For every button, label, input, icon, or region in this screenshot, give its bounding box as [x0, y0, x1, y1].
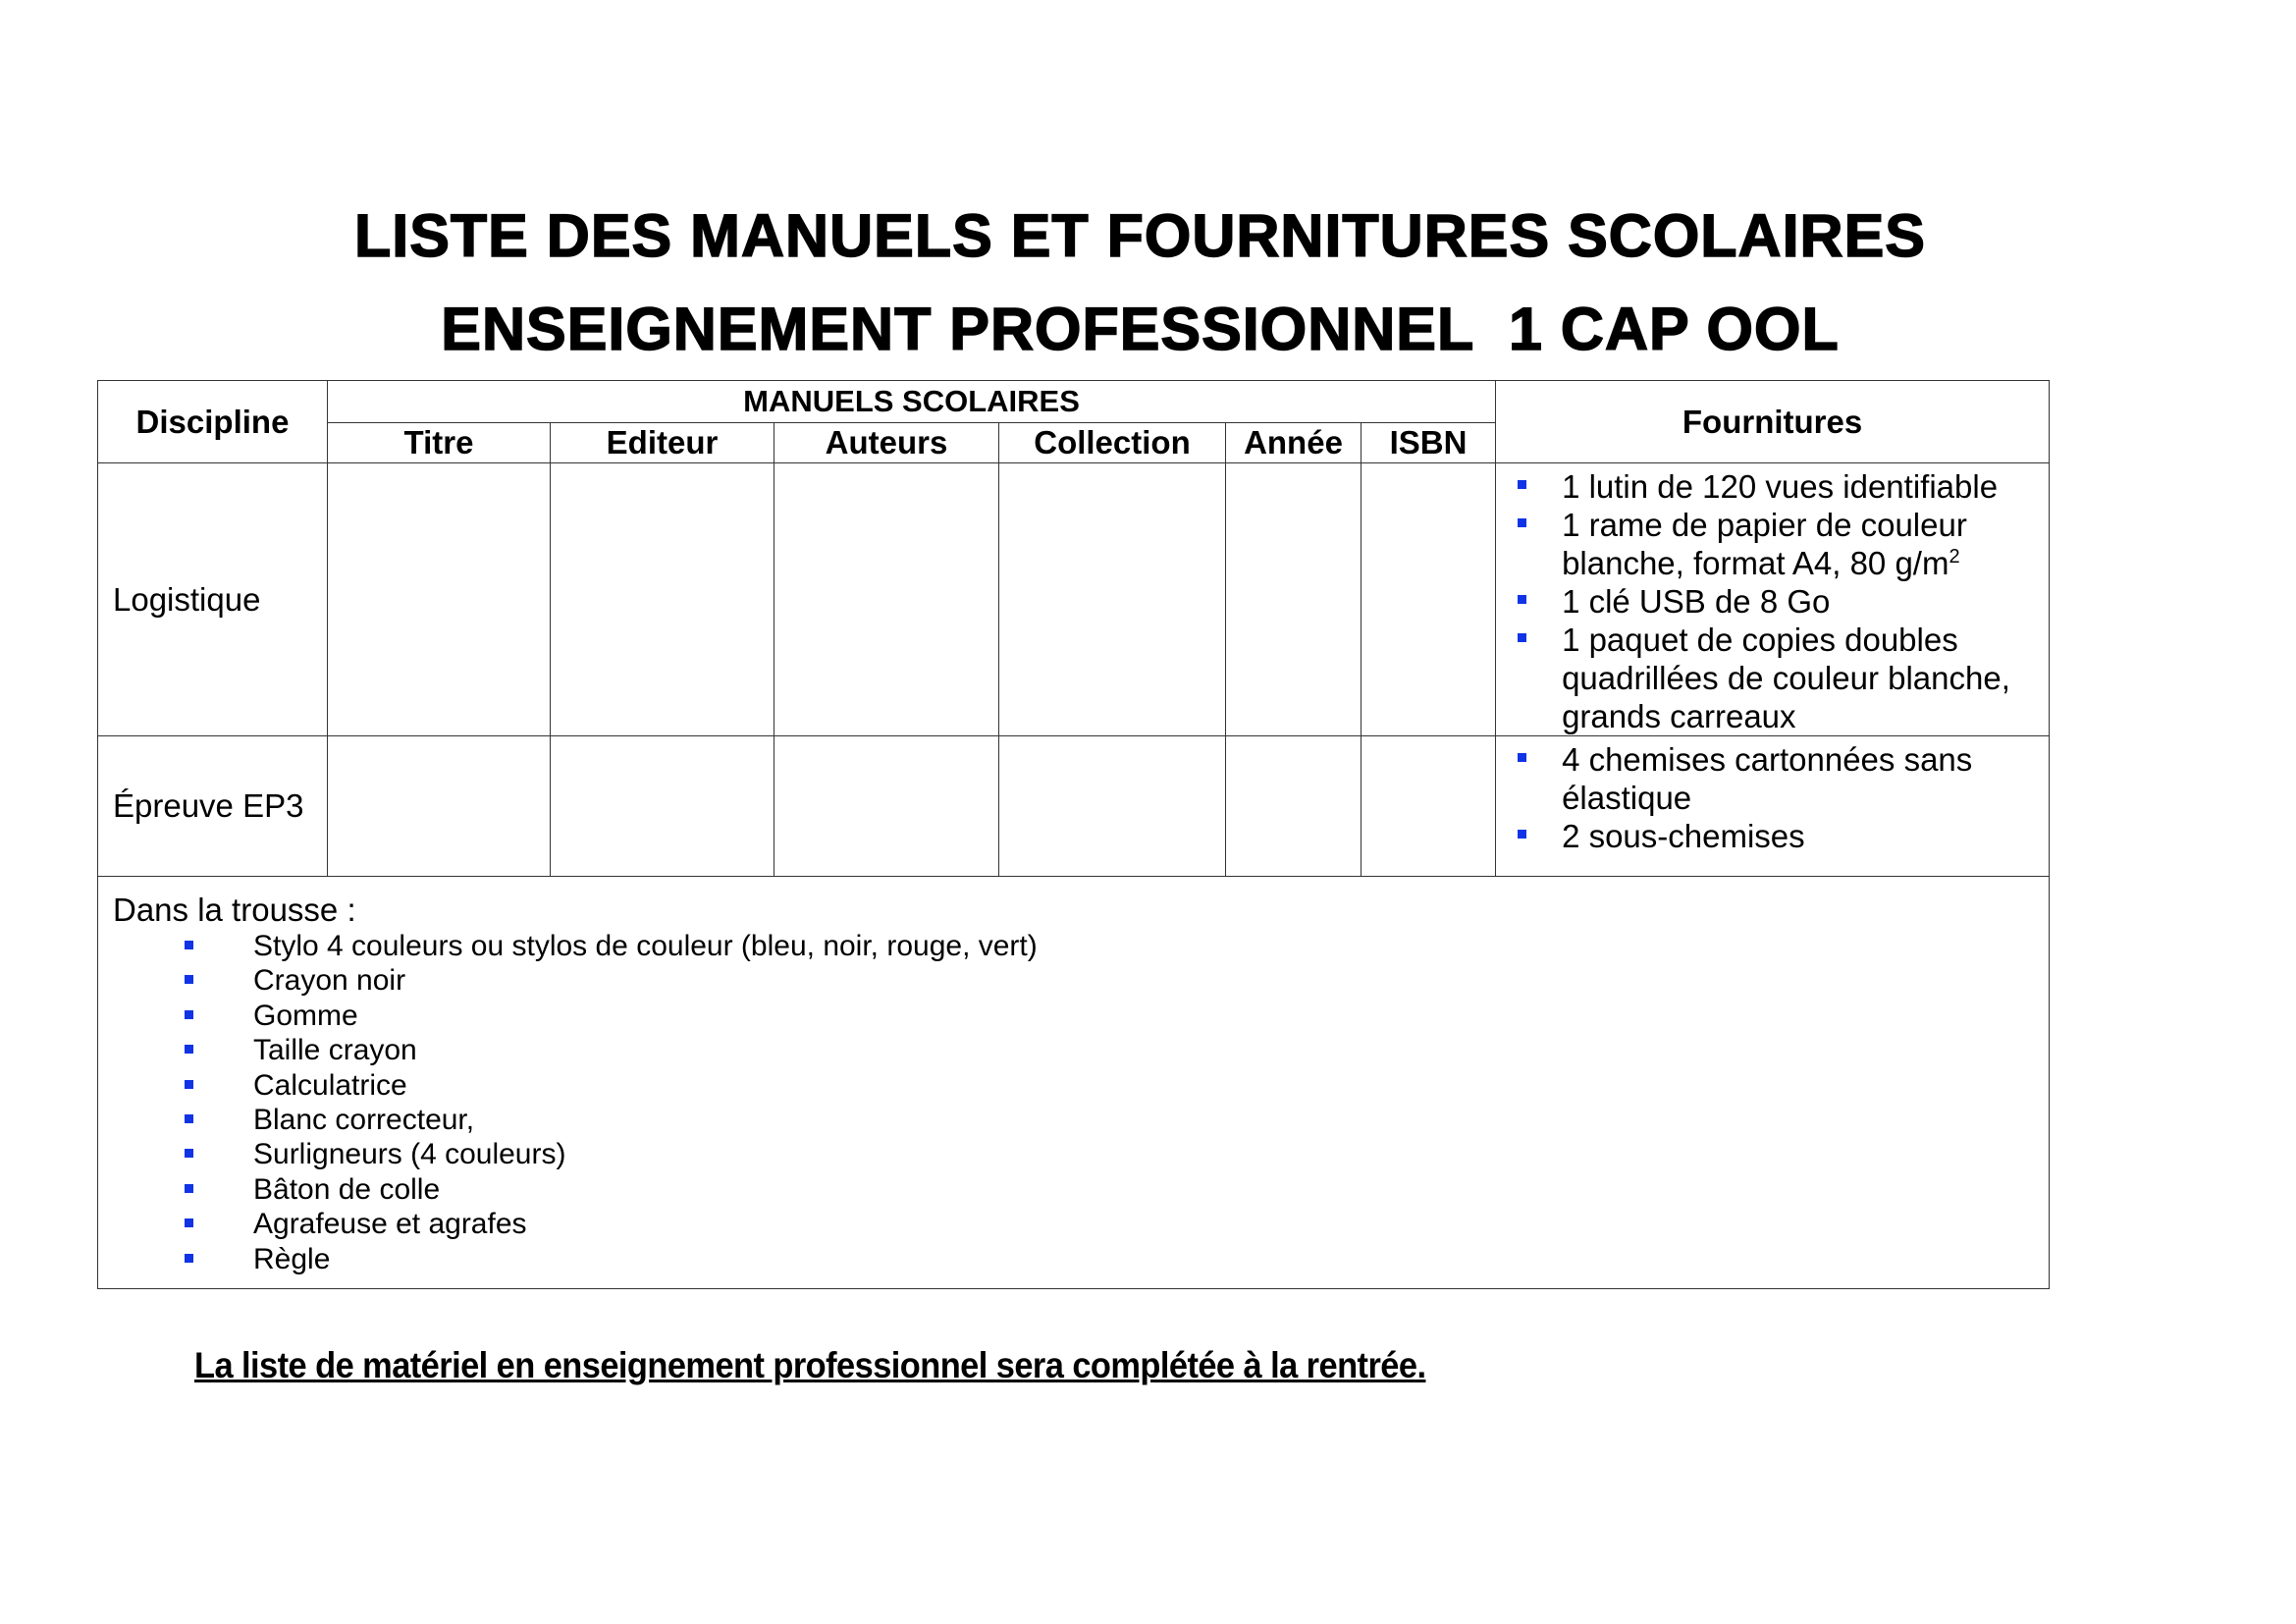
auteurs-cell — [774, 463, 999, 736]
bullet-icon — [185, 941, 193, 949]
item-text: Crayon noir — [253, 964, 406, 998]
header-auteurs: Auteurs — [774, 423, 999, 463]
trousse-heading: Dans la trousse : — [113, 892, 356, 928]
item-text: Bâton de colle — [253, 1172, 441, 1206]
list-item — [185, 1033, 2034, 1067]
list-item — [1496, 817, 2049, 855]
item-text: 1 lutin de 120 vues identifiable — [1562, 468, 1999, 505]
discipline-cell: Logistique — [98, 463, 328, 736]
bullet-icon — [1518, 633, 1526, 642]
bullet-icon — [185, 1010, 193, 1019]
bullet-icon — [1518, 595, 1526, 604]
annee-cell — [1226, 463, 1362, 736]
collection-cell — [999, 463, 1226, 736]
title-line-2: ENSEIGNEMENT PROFESSIONNEL 1 CAP OOL — [441, 296, 1840, 362]
fournitures-cell — [1496, 463, 2050, 736]
bullet-icon — [185, 1045, 193, 1054]
header-editeur: Editeur — [551, 423, 774, 463]
header-manuels-scolaires: MANUELS SCOLAIRES — [328, 381, 1496, 423]
bullet-icon — [185, 1218, 193, 1227]
bullet-icon — [185, 975, 193, 984]
header-annee: Année — [1226, 423, 1362, 463]
header-isbn: ISBN — [1362, 423, 1496, 463]
item-text: 4 chemises cartonnées sans élastique — [1562, 741, 1973, 816]
editeur-cell — [551, 463, 774, 736]
item-text: 1 rame de papier de couleur blanche, format A4, 80 g/m — [1562, 507, 1967, 581]
table-row — [98, 736, 2050, 877]
item-text: Gomme — [253, 999, 358, 1032]
header-discipline: Discipline — [98, 381, 328, 463]
titre-cell — [328, 736, 551, 877]
bullet-icon — [185, 1080, 193, 1089]
list-item — [185, 999, 2034, 1033]
item-text: 2 sous-chemises — [1562, 818, 1805, 854]
bullet-icon — [1518, 830, 1526, 839]
item-text: Surligneurs (4 couleurs) — [253, 1138, 566, 1171]
list-item — [185, 963, 2034, 998]
header-collection: Collection — [999, 423, 1226, 463]
auteurs-cell — [774, 736, 999, 877]
item-text: Agrafeuse et agrafes — [253, 1208, 527, 1241]
title-line-1: LISTE DES MANUELS ET FOURNITURES SCOLAIRES — [354, 202, 1926, 269]
bullet-icon — [185, 1114, 193, 1123]
item-text: Blanc correcteur, — [253, 1104, 475, 1137]
list-item — [185, 929, 2034, 963]
superscript: 2 — [1949, 546, 1960, 568]
list-item — [185, 1242, 2034, 1276]
list-item — [1496, 582, 2049, 621]
list-item — [185, 1207, 2034, 1241]
trousse-cell — [98, 877, 2050, 1289]
list-item — [1496, 506, 2049, 582]
titre-cell — [328, 463, 551, 736]
item-text: Règle — [253, 1242, 331, 1275]
isbn-cell — [1362, 736, 1496, 877]
footer-note: La liste de matériel en enseignement professionnel sera complétée à la rentrée. — [194, 1345, 1426, 1385]
header-fournitures: Fournitures — [1496, 381, 2050, 463]
list-item — [1496, 467, 2049, 506]
item-text: Calculatrice — [253, 1068, 407, 1102]
header-titre: Titre — [328, 423, 551, 463]
item-text: 1 clé USB de 8 Go — [1562, 583, 1831, 620]
supplies-table — [97, 380, 2050, 1289]
collection-cell — [999, 736, 1226, 877]
item-text: Stylo 4 couleurs ou stylos de couleur (bleu, noir, rouge, vert) — [253, 930, 1038, 962]
discipline-cell: Épreuve EP3 — [98, 736, 328, 877]
list-item — [185, 1103, 2034, 1137]
bullet-icon — [185, 1184, 193, 1193]
isbn-cell — [1362, 463, 1496, 736]
trousse-list — [185, 929, 2034, 1276]
editeur-cell — [551, 736, 774, 877]
bullet-icon — [185, 1149, 193, 1158]
table-row — [98, 463, 2050, 736]
list-item — [1496, 740, 2049, 817]
bullet-icon — [185, 1254, 193, 1263]
item-text: Taille crayon — [253, 1034, 417, 1067]
list-item — [1496, 621, 2049, 735]
annee-cell — [1226, 736, 1362, 877]
bullet-icon — [1518, 753, 1526, 762]
bullet-icon — [1518, 518, 1526, 527]
item-text: 1 paquet de copies doubles quadrillées de couleur blanche, grands carreaux — [1562, 622, 2010, 734]
list-item — [185, 1172, 2034, 1207]
fournitures-cell — [1496, 736, 2050, 877]
bullet-icon — [1518, 480, 1526, 489]
list-item — [185, 1137, 2034, 1171]
list-item — [185, 1068, 2034, 1103]
